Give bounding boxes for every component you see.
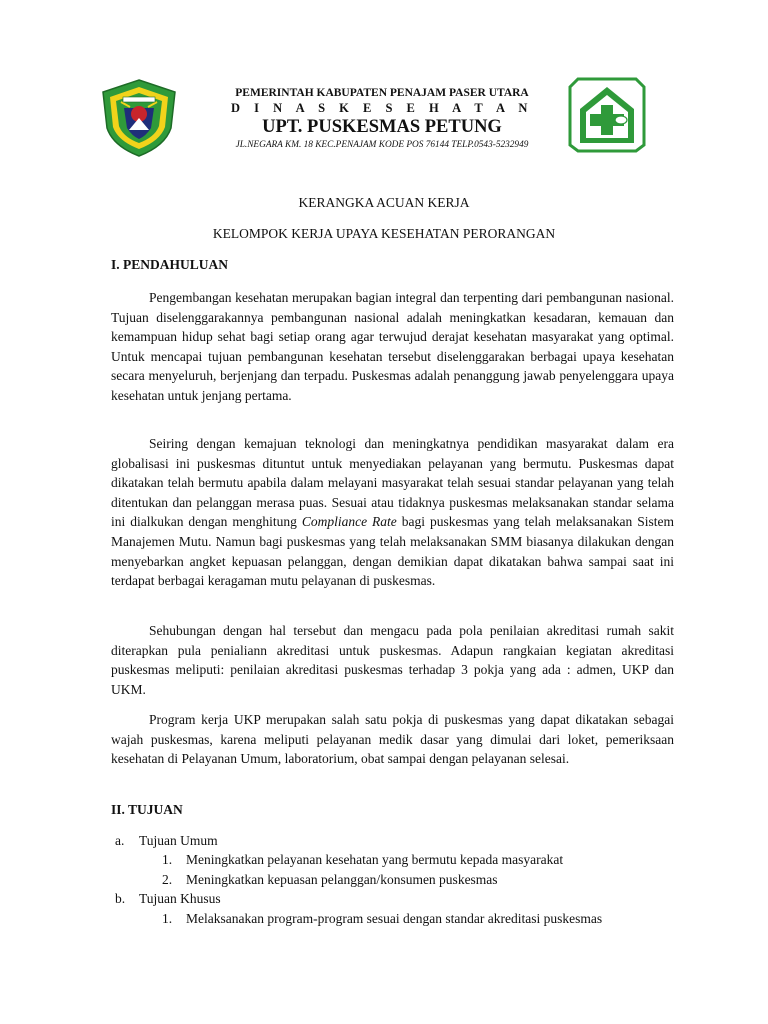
paragraph-2-text-a: Seiring dengan kemajuan teknologi dan meningkatnya pendidikan masyarakat dalam era globalisasi ini puskesmas dituntut untuk menyediakan pelayanan yang bermutu. Puskesmas dapat dikatakan telah bermutu apabila dalam melayani masyarakat telah sesuai standar pelayanan yang telah ditentukan dan pelanggan merasa puas. Sesuai atau tidaknya puskesmas melaksanakan standar selama ini dialkukan dengan menghitung bbox=[111, 436, 674, 530]
list-text: Meningkatkan pelayanan kesehatan yang bermutu kepada masyarakat bbox=[186, 852, 564, 867]
list-label: Tujuan Umum bbox=[139, 833, 218, 848]
list-marker: 1. bbox=[162, 852, 173, 867]
letterhead-government: PEMERINTAH KABUPATEN PENAJAM PASER UTARA bbox=[235, 87, 529, 99]
list-marker: a. bbox=[115, 833, 125, 848]
letterhead-agency: D I N A S K E S E H A T A N bbox=[231, 101, 533, 115]
penajam-paser-utara-coat-of-arms-icon bbox=[99, 78, 179, 158]
letterhead bbox=[195, 86, 569, 151]
paragraph-2-text-b: bagi puskesmas yang telah melaksanakan Sistem Manajemen Mutu. Namun bagi puskesmas yang telah melaksanakan SMM biasanya dilakukan dengan menyebarkan angket kepuasan pelanggan, dengan demikian dapat dikatakan bahwa sampai saat ini terdapat berbagai keragaman mutu pelayanan di puskesmas. bbox=[111, 514, 675, 589]
paragraph-4: Program kerja UKP merupakan salah satu pokja di puskesmas yang dapat dikatakan sebagai wajah puskesmas, karena meliputi pelayanan medik dasar yang dimulai dari loket, pemeriksaan kesehatan di Pelayanan Umum, laboratorium, obat sampai dengan pelayanan selesai. bbox=[111, 712, 674, 767]
list-marker: 2. bbox=[162, 872, 173, 887]
list-marker: 1. bbox=[162, 911, 173, 926]
puskesmas-green-cross-house-icon bbox=[566, 75, 648, 153]
paragraph-2 bbox=[111, 434, 674, 591]
list-text: Melaksanakan program-program sesuai dengan standar akreditasi puskesmas bbox=[186, 911, 603, 926]
section-heading-pendahuluan: I. PENDAHULUAN bbox=[111, 257, 229, 272]
document-subtitle: KELOMPOK KERJA UPAYA KESEHATAN PERORANGAN bbox=[212, 226, 556, 241]
document-title: KERANGKA ACUAN KERJA bbox=[298, 195, 470, 210]
section-heading-tujuan: II. TUJUAN bbox=[111, 802, 183, 817]
compliance-rate-term: Compliance Rate bbox=[301, 514, 397, 530]
list-text: Meningkatkan kepuasan pelanggan/konsumen puskesmas bbox=[186, 872, 498, 887]
letterhead-unit: UPT. PUSKESMAS PETUNG bbox=[262, 117, 502, 137]
paragraph-1: Pengembangan kesehatan merupakan bagian integral dan terpenting dari pembangunan nasional. Tujuan diselenggarakannya pembangunan nasional adalah meningkatkan kesadaran, kemauan dan kemampuan hidup sehat bagi setiap orang agar terwujud derajat kesehatan masyarakat yang optimal. Untuk mencapai tujuan pembangunan kesehatan tersebut diselenggarakan berbagai upaya kesehatan secara menyeluruh, berjenjang dan terpadu. Puskesmas adalah penanggung jawab penyelenggara upaya kesehatan untuk jenjang pertama. bbox=[111, 290, 674, 403]
list-label: Tujuan Khusus bbox=[139, 891, 221, 906]
list-marker: b. bbox=[115, 891, 126, 906]
paragraph-3: Sehubungan dengan hal tersebut dan mengacu pada pola penilaian akreditasi rumah sakit diterapkan pula penialiann akreditasi untuk puskesmas. Adapun rangkaian kegiatan akreditasi puskesmas meliputi: penilaian akreditasi puskesmas terhadap 3 pokja yang ada : admen, UKP dan UKM. bbox=[111, 623, 674, 697]
letterhead-address: JL.NEGARA KM. 18 KEC.PENAJAM KODE POS 76144 TELP.0543-5232949 bbox=[235, 140, 529, 150]
